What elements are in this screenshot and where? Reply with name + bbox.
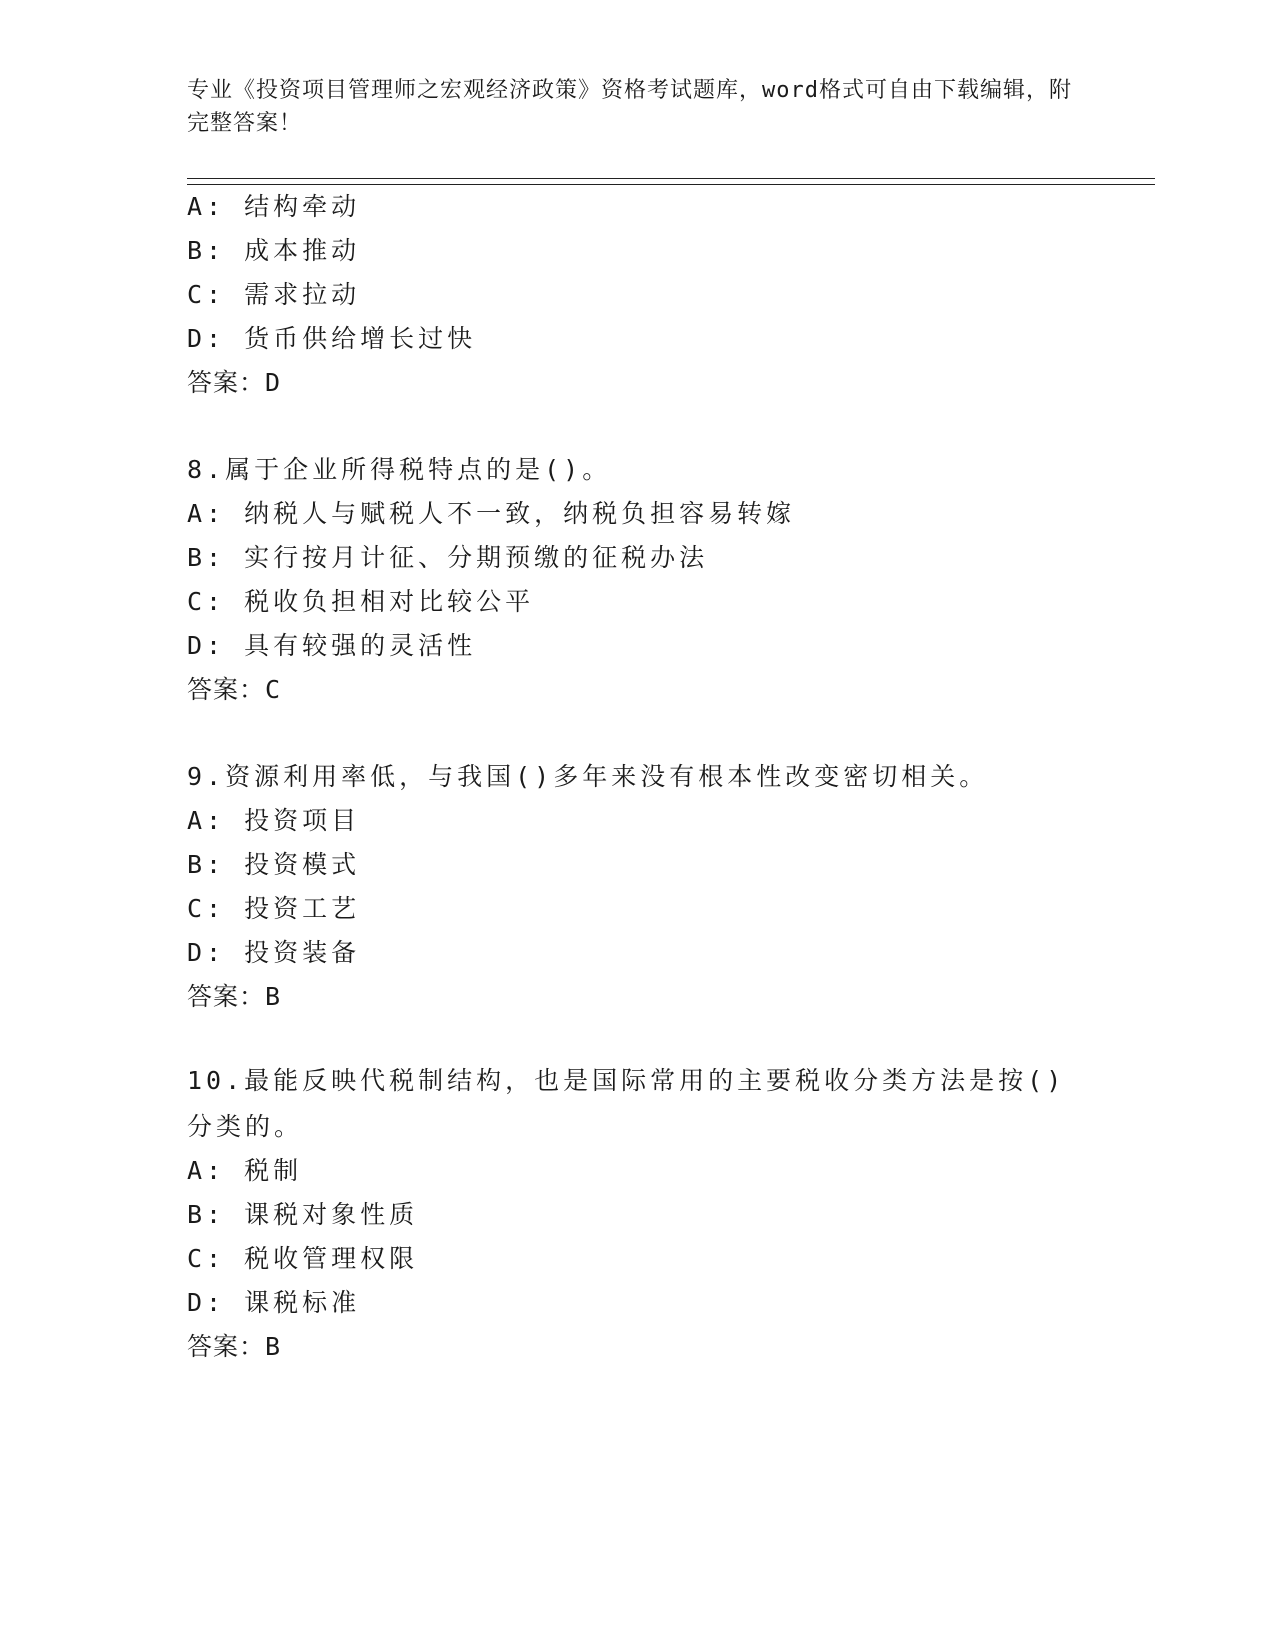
q9-answer: 答案：B <box>187 982 282 1011</box>
q10-option-c: C: 税收管理权限 <box>187 1244 419 1273</box>
q10-question: 10.最能反映代税制结构，也是国际常用的主要税收分类方法是按()分类的。 <box>187 1066 1066 1141</box>
document-header: 专业《投资项目管理师之宏观经济政策》资格考试题库，word格式可自由下载编辑，附完整答案！ <box>187 78 1072 136</box>
q8-option-c: C: 税收负担相对比较公平 <box>187 587 535 616</box>
q9-option-d: D: 投资装备 <box>187 938 361 967</box>
q7-answer: 答案：D <box>187 368 282 397</box>
q9-option-a: A: 投资项目 <box>187 806 361 835</box>
q10-option-b: B: 课税对象性质 <box>187 1200 419 1229</box>
q9-question: 9.资源利用率低，与我国()多年来没有根本性改变密切相关。 <box>187 762 989 791</box>
q8-answer: 答案：C <box>187 675 282 704</box>
q9-option-b: B: 投资模式 <box>187 850 361 879</box>
q10-answer: 答案：B <box>187 1332 282 1361</box>
q7-option-d: D: 货币供给增长过快 <box>187 324 477 353</box>
q7-option-c: C: 需求拉动 <box>187 280 361 309</box>
q10-option-a: A: 税制 <box>187 1156 303 1185</box>
q8-option-a: A: 纳税人与赋税人不一致，纳税负担容易转嫁 <box>187 499 796 528</box>
q7-option-a: A: 结构牵动 <box>187 192 361 221</box>
header-divider-top <box>187 178 1155 179</box>
q10-option-d: D: 课税标准 <box>187 1288 361 1317</box>
q8-option-d: D: 具有较强的灵活性 <box>187 631 477 660</box>
q8-option-b: B: 实行按月计征、分期预缴的征税办法 <box>187 543 709 572</box>
q7-option-b: B: 成本推动 <box>187 236 361 265</box>
q8-question: 8.属于企业所得税特点的是()。 <box>187 455 612 484</box>
header-divider-bottom <box>187 184 1155 185</box>
q9-option-c: C: 投资工艺 <box>187 894 361 923</box>
